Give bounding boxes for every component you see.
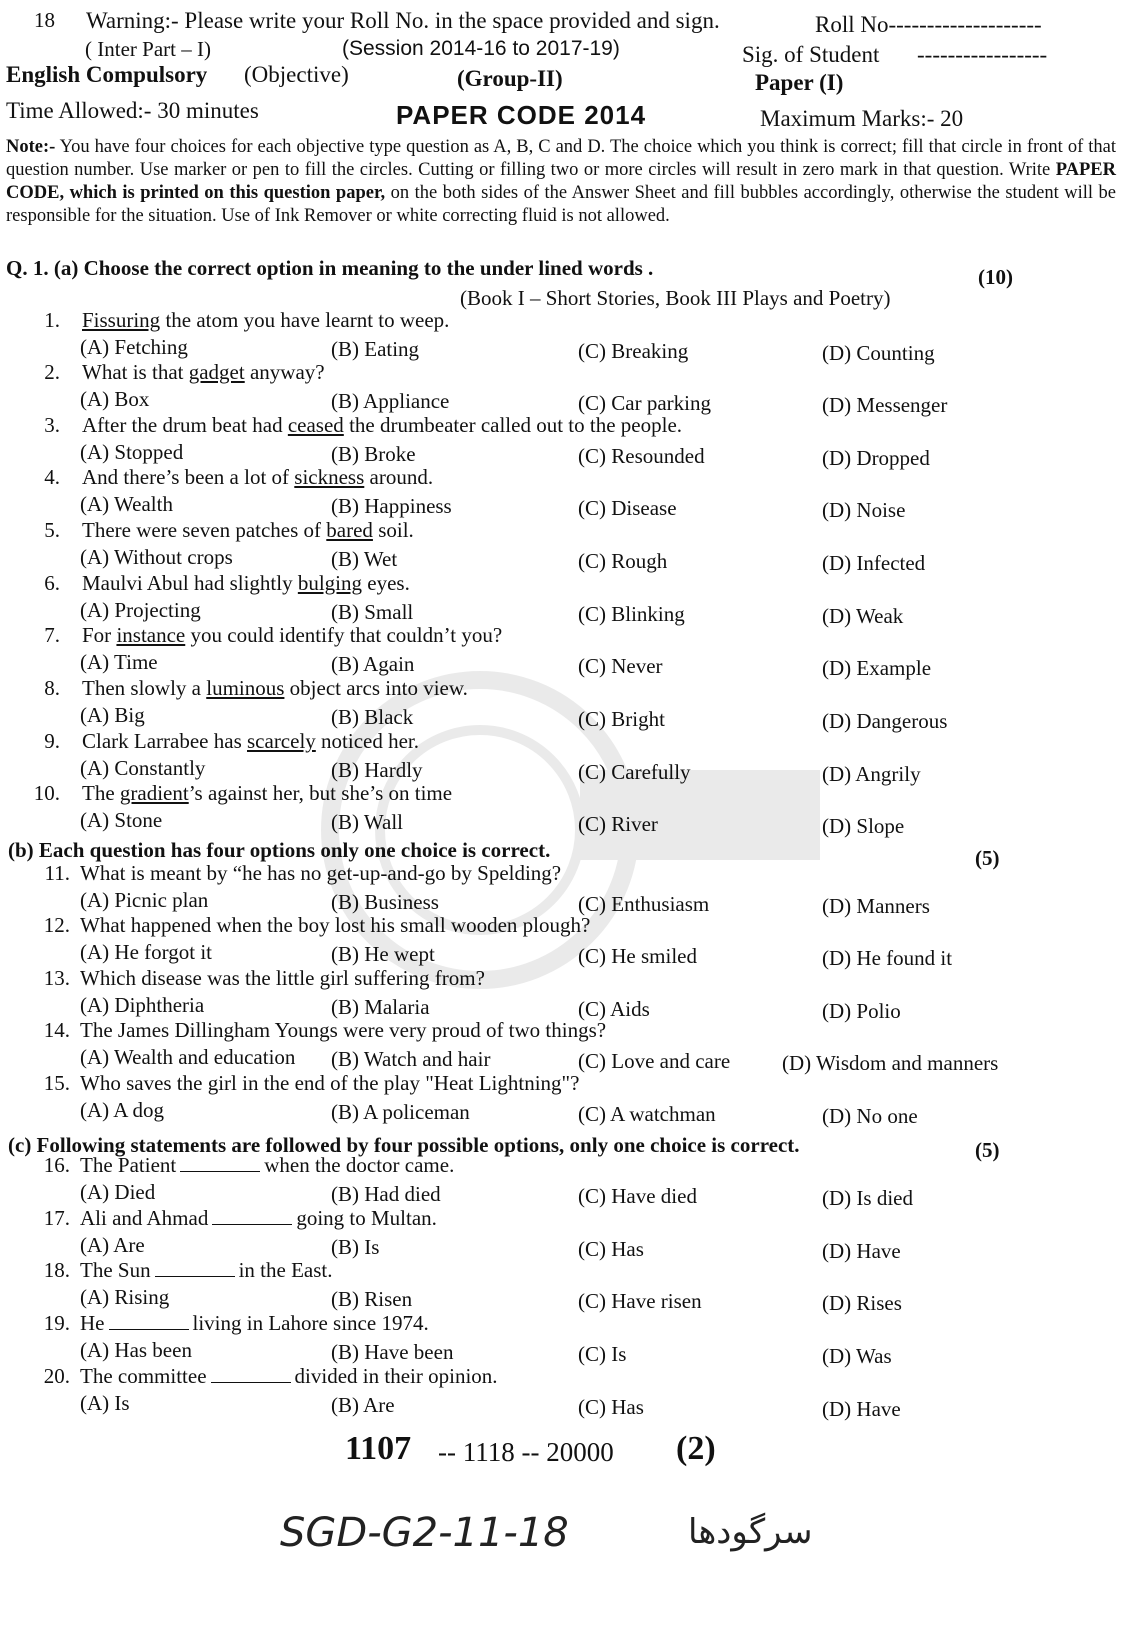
- option-c: (C) Blinking: [578, 602, 685, 626]
- question-text: He living in Lahore since 1974.: [80, 1311, 429, 1335]
- question-text: After the drum beat had ceased the drumbeater called out to the people.: [82, 413, 683, 437]
- warning-text: Warning:- Please write your Roll No. in the space provided and sign.: [86, 8, 720, 33]
- option-d: (D) Dropped: [822, 446, 930, 470]
- option-d: (D) Have: [822, 1239, 901, 1263]
- option-a: (A) Picnic plan: [80, 888, 209, 912]
- question-number: 6.: [44, 571, 60, 595]
- handwritten-code: SGD-G2-11-18: [280, 1510, 569, 1556]
- option-b: (B) Malaria: [331, 995, 430, 1019]
- question-number: 3.: [44, 413, 60, 437]
- question-text: Fissuring the atom you have learnt to weep.: [82, 308, 450, 332]
- section-b-marks: (5): [975, 846, 1000, 870]
- option-a: (A) Has been: [80, 1338, 192, 1362]
- question-text: Which disease was the little girl suffering from?: [80, 966, 485, 990]
- signature-line[interactable]: -----------------: [917, 42, 1048, 67]
- question-number: 19.: [43, 1311, 70, 1335]
- fill-in-blank: [180, 1170, 260, 1172]
- option-c: (C) Have died: [578, 1184, 697, 1208]
- option-c: (C) River: [578, 812, 658, 836]
- section-a-books: (Book I – Short Stories, Book III Plays and Poetry): [460, 286, 891, 310]
- fill-in-blank: [155, 1275, 235, 1277]
- question-text: Clark Larrabee has scarcely noticed her.: [82, 729, 420, 753]
- underlined-word: sickness: [294, 465, 365, 489]
- question-number: 9.: [44, 729, 60, 753]
- underlined-word: Fissuring: [82, 308, 161, 332]
- option-c: (C) Bright: [578, 707, 665, 731]
- question-number: 13.: [43, 966, 70, 990]
- option-c: (C) Aids: [578, 997, 650, 1021]
- paper-code: PAPER CODE 2014: [396, 100, 647, 130]
- signature-label: Sig. of Student: [742, 42, 880, 67]
- option-a: (A) Rising: [80, 1285, 170, 1309]
- section-c-marks: (5): [975, 1138, 1000, 1162]
- section-a-marks: (10): [978, 265, 1013, 289]
- page-number: 18: [34, 8, 55, 32]
- question-text: And there’s been a lot of sickness around.: [82, 465, 434, 489]
- option-a: (A) Projecting: [80, 598, 201, 622]
- option-a: (A) Diphtheria: [80, 993, 205, 1017]
- question-text: The Patient when the doctor came.: [80, 1153, 455, 1177]
- option-a: (A) Stopped: [80, 440, 184, 464]
- option-b: (B) Eating: [331, 337, 420, 361]
- option-c: (C) Car parking: [578, 391, 711, 415]
- underlined-word: instance: [116, 623, 186, 647]
- option-b: (B) Wet: [331, 547, 398, 571]
- option-d: (D) Wisdom and manners: [782, 1051, 999, 1075]
- question-text: There were seven patches of bared soil.: [82, 518, 414, 542]
- option-c: (C) Resounded: [578, 444, 705, 468]
- option-d: (D) He found it: [822, 946, 953, 970]
- inter-part: ( Inter Part – I): [85, 37, 211, 61]
- footer-code-2: (2): [676, 1430, 716, 1467]
- option-b: (B) Watch and hair: [331, 1047, 491, 1071]
- option-d: (D) Angrily: [822, 762, 921, 786]
- option-a: (A) Died: [80, 1180, 156, 1204]
- question-text: The committee divided in their opinion.: [80, 1364, 498, 1388]
- option-d: (D) Slope: [822, 814, 905, 838]
- roll-no-label: Roll No--------------------: [815, 12, 1042, 37]
- option-c: (C) Enthusiasm: [578, 892, 710, 916]
- group-label: (Group-II): [457, 66, 563, 91]
- option-d: (D) Was: [822, 1344, 892, 1368]
- question-text: Then slowly a luminous object arcs into view.: [82, 676, 468, 700]
- option-d: (D) Polio: [822, 999, 901, 1023]
- session: (Session 2014-16 to 2017-19): [342, 37, 620, 60]
- footer-code-mid: -- 1118 -- 20000: [438, 1437, 614, 1467]
- option-d: (D) Rises: [822, 1291, 902, 1315]
- question-number: 17.: [43, 1206, 70, 1230]
- question-number: 7.: [44, 623, 60, 647]
- question-text: The gradient’s against her, but she’s on time: [82, 781, 453, 805]
- option-a: (A) Are: [80, 1233, 145, 1257]
- question-text: For instance you could identify that couldn’t you?: [82, 623, 503, 647]
- option-c: (C) Has: [578, 1395, 644, 1419]
- option-a: (A) Big: [80, 703, 145, 727]
- paper-label: Paper (I): [755, 70, 844, 95]
- subject-title: English Compulsory: [6, 62, 208, 87]
- question-number: 11.: [44, 861, 70, 885]
- question-number: 1.: [44, 308, 60, 332]
- option-b: (B) Had died: [331, 1182, 441, 1206]
- option-c: (C) A watchman: [578, 1102, 716, 1126]
- question-text: Ali and Ahmad going to Multan.: [80, 1206, 437, 1230]
- option-b: (B) Again: [331, 652, 415, 676]
- option-b: (B) Is: [331, 1235, 380, 1259]
- option-a: (A) Fetching: [80, 335, 188, 359]
- option-d: (D) Noise: [822, 498, 906, 522]
- time-allowed: Time Allowed:- 30 minutes: [6, 98, 259, 123]
- option-c: (C) Disease: [578, 496, 677, 520]
- option-a: (A) Wealth and education: [80, 1045, 296, 1069]
- question-text: The Sun in the East.: [80, 1258, 333, 1282]
- maximum-marks: Maximum Marks:- 20: [760, 106, 964, 131]
- option-c: (C) Have risen: [578, 1289, 702, 1313]
- option-a: (A) Constantly: [80, 756, 206, 780]
- option-a: (A) Wealth: [80, 492, 173, 516]
- option-d: (D) Weak: [822, 604, 904, 628]
- option-b: (B) Are: [331, 1393, 395, 1417]
- option-b: (B) Appliance: [331, 389, 450, 413]
- option-a: (A) He forgot it: [80, 940, 212, 964]
- option-d: (D) Infected: [822, 551, 926, 575]
- underlined-word: gradient: [119, 781, 189, 805]
- objective-label: (Objective): [244, 62, 349, 87]
- underlined-word: ceased: [287, 413, 344, 437]
- option-b: (B) A policeman: [331, 1100, 470, 1124]
- option-d: (D) No one: [822, 1104, 918, 1128]
- footer-code-1: 1107: [345, 1430, 412, 1467]
- option-b: (B) Business: [331, 890, 439, 914]
- option-b: (B) Happiness: [331, 494, 452, 518]
- section-b-title: (b) Each question has four options only one choice is correct.: [8, 838, 551, 862]
- option-d: (D) Have: [822, 1397, 901, 1421]
- question-text: Maulvi Abul had slightly bulging eyes.: [82, 571, 410, 595]
- question-text: What is meant by “he has no get-up-and-go by Spelding?: [80, 861, 562, 885]
- underlined-word: bared: [326, 518, 373, 542]
- option-a: (A) Is: [80, 1391, 130, 1415]
- question-number: 18.: [43, 1258, 70, 1282]
- option-b: (B) Wall: [331, 810, 403, 834]
- section-c-title: (c) Following statements are followed by four possible options, only one choice is correct.: [8, 1133, 800, 1157]
- question-number: 14.: [43, 1018, 70, 1042]
- underlined-word: gadget: [188, 360, 245, 384]
- question-number: 4.: [44, 465, 60, 489]
- question-text: What is that gadget anyway?: [82, 360, 325, 384]
- fill-in-blank: [212, 1223, 292, 1225]
- option-c: (C) Rough: [578, 549, 668, 573]
- fill-in-blank: [109, 1328, 189, 1330]
- question-number: 10.: [33, 781, 60, 805]
- option-d: (D) Is died: [822, 1186, 913, 1210]
- option-b: (B) Black: [331, 705, 414, 729]
- option-a: (A) Box: [80, 387, 150, 411]
- option-b: (B) Small: [331, 600, 414, 624]
- underlined-word: luminous: [206, 676, 285, 700]
- option-b: (B) Broke: [331, 442, 416, 466]
- note-label: Note:-: [6, 137, 56, 157]
- option-a: (A) Stone: [80, 808, 163, 832]
- roll-no-line[interactable]: --------------------: [888, 12, 1042, 37]
- question-text: Who saves the girl in the end of the play "Heat Lightning"?: [80, 1071, 580, 1095]
- option-b: (B) Hardly: [331, 758, 423, 782]
- question-number: 15.: [43, 1071, 70, 1095]
- option-d: (D) Counting: [822, 341, 935, 365]
- underlined-word: scarcely: [247, 729, 316, 753]
- handwritten-urdu: سرگودھا: [688, 1512, 813, 1552]
- option-a: (A) A dog: [80, 1098, 164, 1122]
- option-a: (A) Without crops: [80, 545, 233, 569]
- option-c: (C) He smiled: [578, 944, 697, 968]
- option-d: (D) Manners: [822, 894, 930, 918]
- option-c: (C) Carefully: [578, 760, 691, 784]
- question-number: 12.: [43, 913, 70, 937]
- option-d: (D) Example: [822, 656, 932, 680]
- note-paragraph: Note:- You have four choices for each objective type question as A, B, C and D. The choice which you think is correct; fill that circle in front of that question number. Use marker or pen to fill the circles. Cutting or filling two or more circles will result in zero mark in that question. Write PAPER CODE, which is printed on this question paper, on the both sides of the Answer Sheet and fill bubbles accordingly, otherwise the student will be responsible for the situation. Use of Ink Remover or white correcting fluid is not allowed.: [6, 137, 1117, 226]
- fill-in-blank: [211, 1381, 291, 1383]
- option-b: (B) Risen: [331, 1287, 413, 1311]
- option-a: (A) Time: [80, 650, 158, 674]
- option-b: (B) Have been: [331, 1340, 454, 1364]
- underlined-word: bulging: [297, 571, 363, 595]
- option-c: (C) Never: [578, 654, 663, 678]
- option-d: (D) Dangerous: [822, 709, 948, 733]
- option-c: (C) Has: [578, 1237, 644, 1261]
- question-text: The James Dillingham Youngs were very proud of two things?: [80, 1018, 607, 1042]
- question-number: 5.: [44, 518, 60, 542]
- option-d: (D) Messenger: [822, 393, 948, 417]
- question-number: 2.: [44, 360, 60, 384]
- question-number: 8.: [44, 676, 60, 700]
- option-c: (C) Is: [578, 1342, 627, 1366]
- question-number: 20.: [43, 1364, 70, 1388]
- option-c: (C) Love and care: [578, 1049, 731, 1073]
- option-b: (B) He wept: [331, 942, 435, 966]
- option-c: (C) Breaking: [578, 339, 689, 363]
- question-text: What happened when the boy lost his small wooden plough?: [80, 913, 591, 937]
- section-a-title: Q. 1. (a) Choose the correct option in meaning to the under lined words .: [6, 256, 654, 280]
- question-number: 16.: [43, 1153, 70, 1177]
